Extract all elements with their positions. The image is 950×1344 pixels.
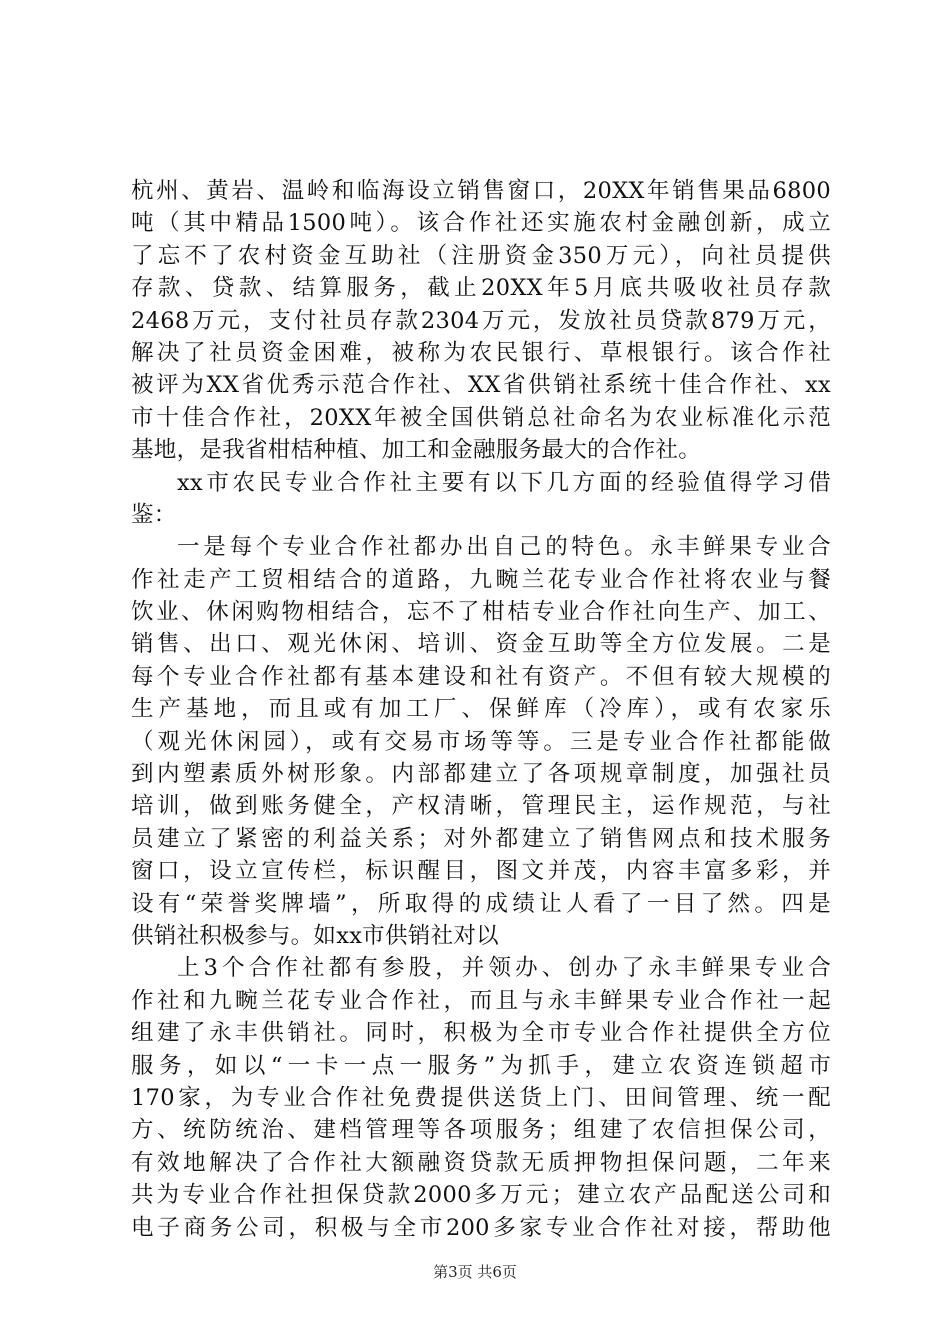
text-line: 服务，如以“一卡一点一服务”为抓手，建立农资连锁超市 <box>131 1052 831 1079</box>
text-line: 组建了永丰供销社。同时，积极为全市专业合作社提供全方位 <box>131 1020 831 1047</box>
text-line: 方、统防统治、建档管理等各项服务；组建了农信担保公司， <box>131 1117 831 1144</box>
text-line: 共为专业合作社担保贷款2000多万元；建立农产品配送公司和 <box>131 1182 831 1209</box>
text-line: 了忘不了农村资金互助社（注册资金350万元），向社员提供 <box>131 242 831 269</box>
text-line: xx市农民专业合作社主要有以下几方面的经验值得学习借 <box>177 469 831 496</box>
text-line: 作社走产工贸相结合的道路，九畹兰花专业合作社将农业与餐 <box>131 566 831 593</box>
text-line: 170家，为专业合作社免费提供送货上门、田间管理、统一配 <box>131 1084 831 1111</box>
text-line: 培训，做到账务健全，产权清晰，管理民主，运作规范，与社 <box>131 793 831 820</box>
text-line: 到内塑素质外树形象。内部都建立了各项规章制度，加强社员 <box>131 761 831 788</box>
text-line: 饮业、休闲购物相结合，忘不了柑桔专业合作社向生产、加工、 <box>131 599 831 626</box>
text-line: 销售、出口、观光休闲、培训、资金互助等全方位发展。二是 <box>131 631 831 658</box>
text-line: 电子商务公司，积极与全市200多家专业合作社对接，帮助他 <box>131 1214 831 1241</box>
text-line: 供销社积极参与。如xx市供销社对以 <box>131 922 499 949</box>
text-line: 存款、贷款、结算服务，截止20XX年5月底共吸收社员存款 <box>131 275 831 302</box>
text-line: 2468万元，支付社员存款2304万元，发放社员贷款879万元， <box>131 307 831 334</box>
text-line: 一是每个专业合作社都办出自己的特色。永丰鲜果专业合 <box>177 534 831 561</box>
text-line: 被评为XX省优秀示范合作社、XX省供销社系统十佳合作社、xx <box>131 372 831 399</box>
text-line: 基地，是我省柑桔种植、加工和金融服务最大的合作社。 <box>131 437 702 464</box>
text-line: 杭州、黄岩、温岭和临海设立销售窗口，20XX年销售果品6800 <box>131 178 831 204</box>
text-line: 每个专业合作社都有基本建设和社有资产。不但有较大规模的 <box>131 663 831 690</box>
text-line: 上3个合作社都有参股，并领办、创办了永丰鲜果专业合 <box>177 955 831 982</box>
text-line: 解决了社员资金困难，被称为农民银行、草根银行。该合作社 <box>131 339 831 366</box>
text-line: （观光休闲园），或有交易市场等等。三是专业合作社都能做 <box>131 728 831 755</box>
text-line: 员建立了紧密的利益关系；对外都建立了销售网点和技术服务 <box>131 825 831 852</box>
text-line: 设有“荣誉奖牌墙”，所取得的成绩让人看了一目了然。四是 <box>131 890 831 917</box>
text-line: 市十佳合作社，20XX年被全国供销总社命名为农业标准化示范 <box>131 404 831 431</box>
document-body <box>131 175 831 1244</box>
text-line: 窗口，设立宣传栏，标识醒目，图文并茂，内容丰富多彩，并 <box>131 858 831 885</box>
text-line: 有效地解决了合作社大额融资贷款无质押物担保问题，二年来 <box>131 1149 831 1176</box>
text-line: 鉴： <box>131 501 177 528</box>
text-line: 吨（其中精品1500吨）。该合作社还实施农村金融创新，成立 <box>131 210 831 237</box>
text-line: 生产基地，而且或有加工厂、保鲜库（冷库），或有农家乐 <box>131 696 831 723</box>
text-line: 作社和九畹兰花专业合作社，而且与永丰鲜果专业合作社一起 <box>131 987 831 1014</box>
page-number-footer: 第3页 共6页 <box>433 1263 517 1281</box>
